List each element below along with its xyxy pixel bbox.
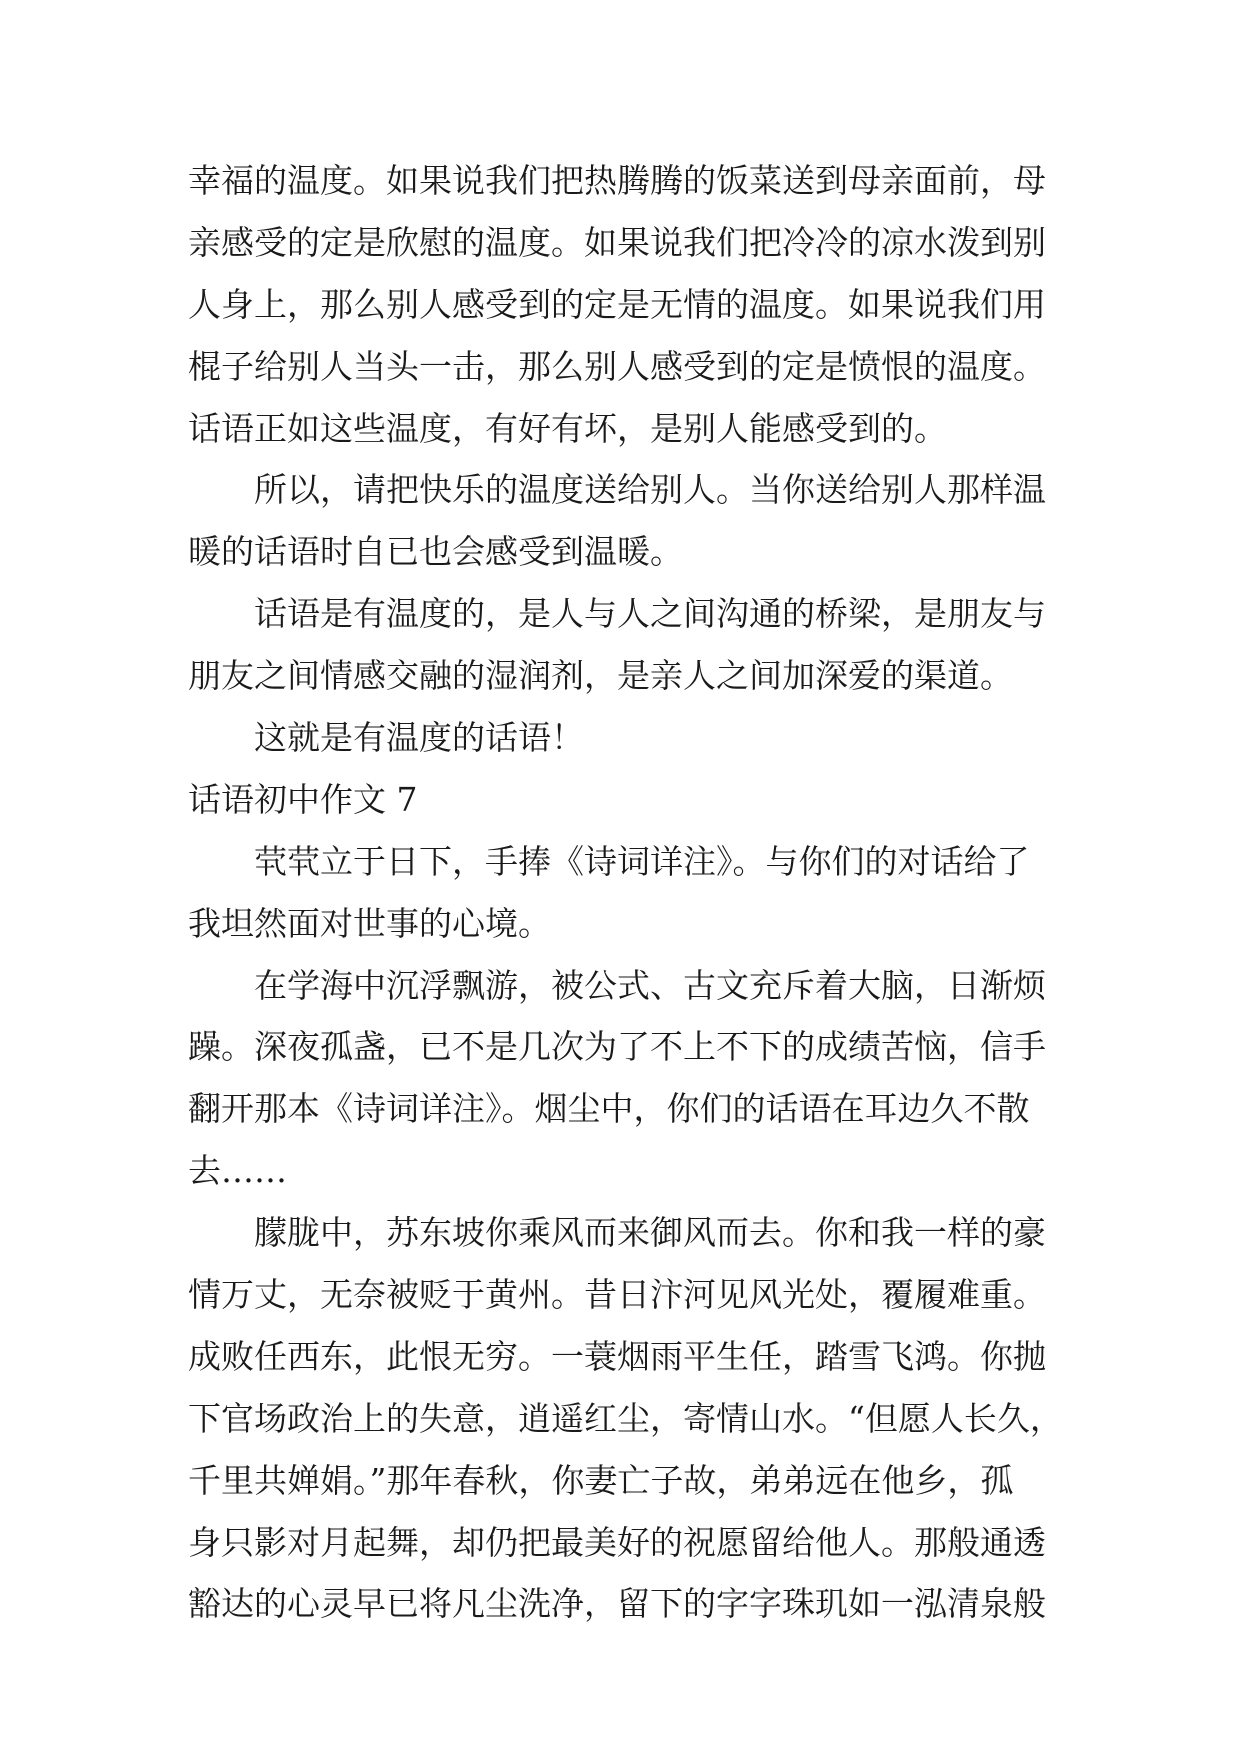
text-line-13: 我坦然面对世事的心境。 — [188, 903, 551, 943]
text-line-6: 所以，请把快乐的温度送给别人。当你送给别人那样温 — [254, 470, 1046, 510]
text-line-16: 翻开那本《诗词详注》。烟尘中，你们的话语在耳边久不散 — [188, 1089, 1030, 1129]
text-line-20: 成败任西东，此恨无穷。一蓑烟雨平生任，踏雪飞鸿。你抛 — [188, 1336, 1046, 1376]
text-line-17: 去…… — [188, 1151, 287, 1191]
text-line-14: 在学海中沉浮飘游，被公式、古文充斥着大脑，日渐烦 — [254, 965, 1046, 1005]
text-line-1: 幸福的温度。如果说我们把热腾腾的饭菜送到母亲面前，母 — [188, 161, 1046, 200]
text-line-18: 朦胧中，苏东坡你乘风而来御风而去。你和我一样的豪 — [254, 1213, 1046, 1253]
text-line-15: 躁。深夜孤盏，已不是几次为了不上不下的成绩苦恼，信手 — [188, 1027, 1046, 1067]
section-heading: 话语初中作文 7 — [188, 779, 418, 819]
text-line-5: 话语正如这些温度，有好有坏，是别人能感受到的。 — [188, 408, 947, 448]
text-line-24: 豁达的心灵早已将凡尘洗净，留下的字字珠玑如一泓清泉般 — [188, 1584, 1046, 1624]
text-line-12: 茕茕立于日下，手捧《诗词详注》。与你们的对话给了 — [254, 841, 1030, 881]
document-body — [188, 150, 1068, 1635]
text-line-2: 亲感受的定是欣慰的温度。如果说我们把冷冷的凉水泼到别 — [188, 222, 1046, 262]
text-line-9: 朋友之间情感交融的湿润剂，是亲人之间加深爱的渠道。 — [188, 656, 1013, 696]
text-line-4: 棍子给别人当头一击，那么别人感受到的定是愤恨的温度。 — [188, 346, 1046, 386]
text-line-3: 人身上，那么别人感受到的定是无情的温度。如果说我们用 — [188, 284, 1046, 324]
text-line-8: 话语是有温度的，是人与人之间沟通的桥梁，是朋友与 — [254, 594, 1046, 634]
text-line-22: 千里共婵娟。”那年春秋，你妻亡子故，弟弟远在他乡，孤 — [188, 1460, 1014, 1500]
text-line-10: 这就是有温度的话语！ — [254, 718, 584, 758]
text-line-7: 暖的话语时自已也会感受到温暖。 — [188, 532, 683, 572]
text-line-19: 情万丈，无奈被贬于黄州。昔日汴河见风光处，覆履难重。 — [188, 1275, 1046, 1315]
text-line-23: 身只影对月起舞，却仍把最美好的祝愿留给他人。那般通透 — [188, 1522, 1046, 1562]
text-line-21: 下官场政治上的失意，逍遥红尘，寄情山水。“但愿人长久， — [188, 1398, 1063, 1438]
